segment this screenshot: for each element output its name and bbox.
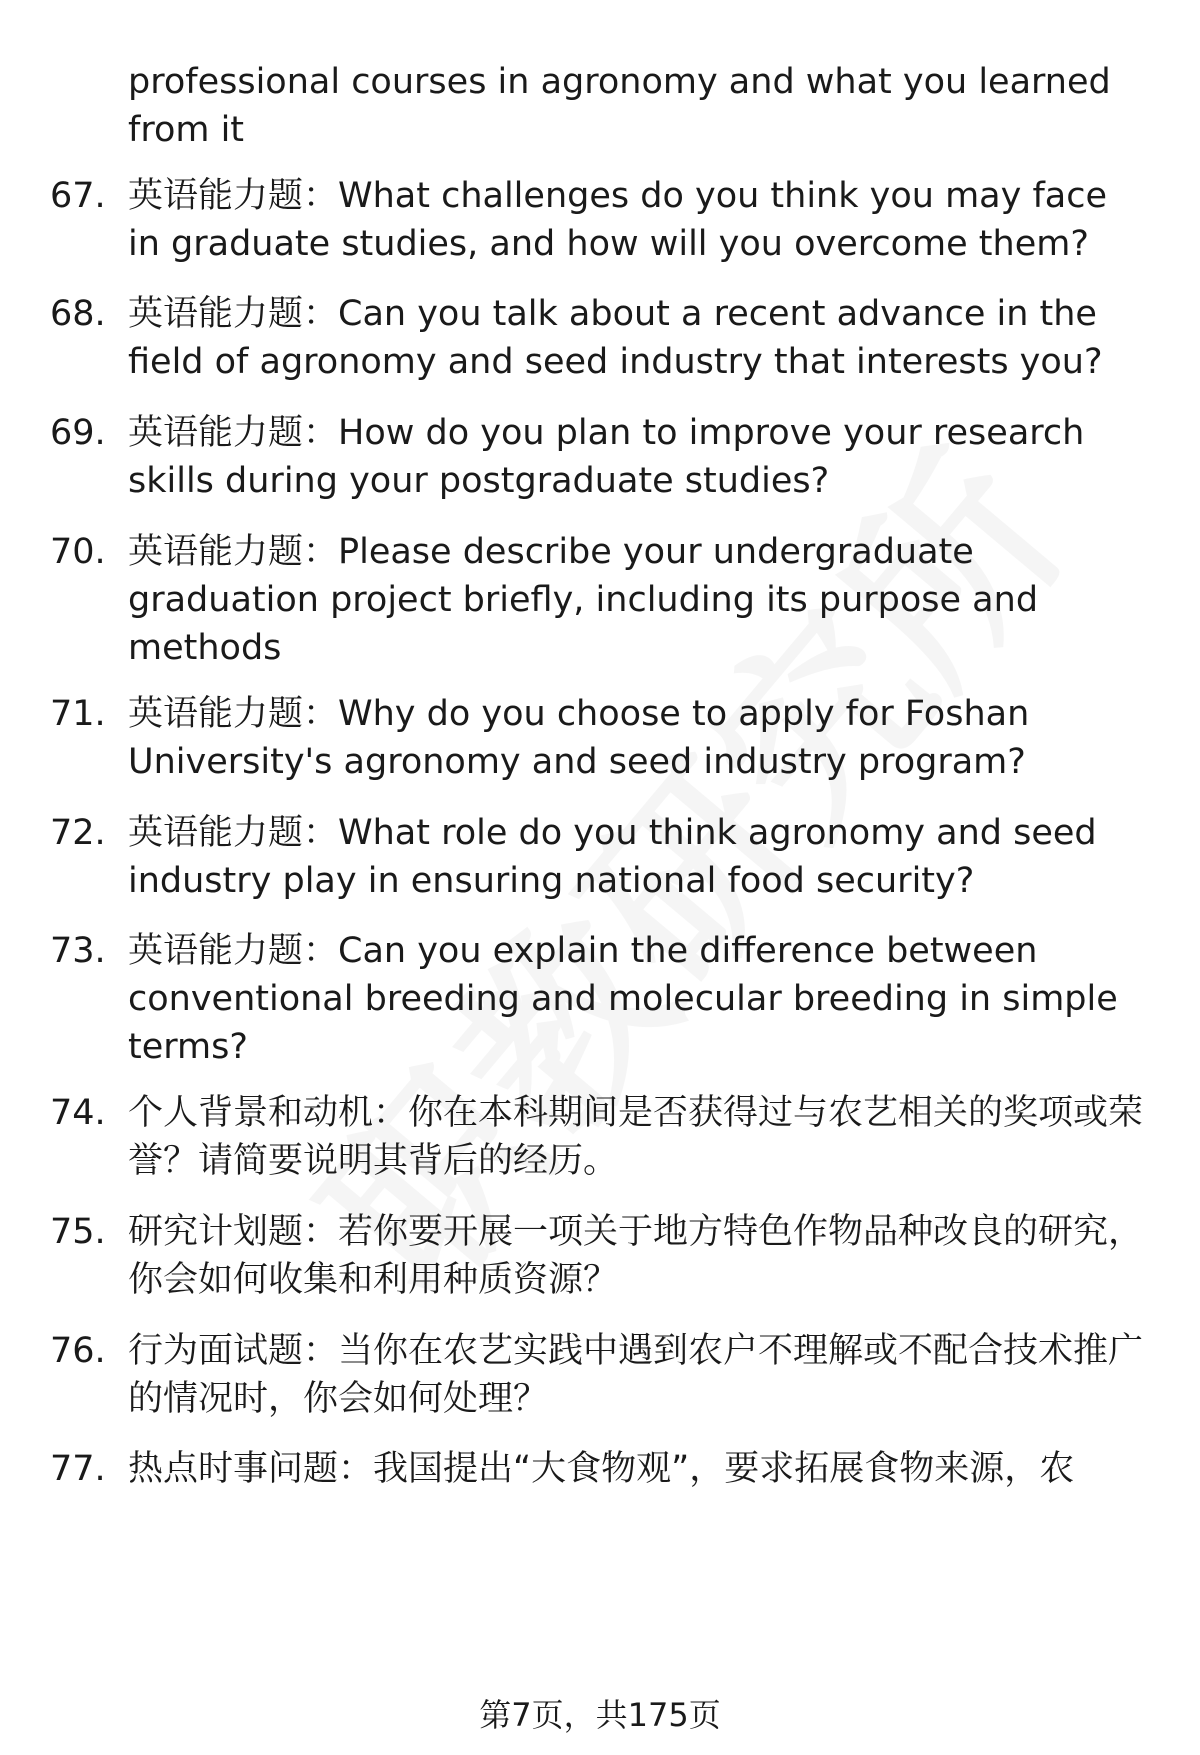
item-text: 英语能力题：Why do you choose to apply for Foshan University's agronomy and seed industry program? — [128, 694, 1030, 782]
item-text: 英语能力题：What role do you think agronomy and seed industry play in ensuring national food security? — [128, 813, 1097, 901]
item-number: 76. — [50, 1331, 106, 1371]
item-number: 67. — [50, 176, 106, 216]
item-number: 71. — [50, 694, 106, 734]
item-number: 68. — [50, 294, 106, 334]
item-text: 英语能力题：Please describe your undergraduate graduation project briefly, including its purpose and methods — [128, 532, 1039, 668]
item-text: 英语能力题：What challenges do you think you may face in graduate studies, and how will you overcome them? — [128, 176, 1107, 264]
page-footer: 第7页，共175页 — [479, 1696, 721, 1734]
item-number: 77. — [50, 1449, 106, 1489]
item-number: 69. — [50, 413, 106, 453]
item-text: 英语能力题：Can you explain the difference between conventional breeding and molecular breeding in simple terms? — [128, 931, 1118, 1067]
item-number: 73. — [50, 931, 106, 971]
item-text: 英语能力题：How do you plan to improve your research skills during your postgraduate studies? — [128, 413, 1085, 501]
item-number: 74. — [50, 1093, 106, 1133]
item-number: 72. — [50, 813, 106, 853]
item-text: 研究计划题：若你要开展一项关于地方特色作物品种改良的研究，你会如何收集和利用种质资源？ — [128, 1212, 1144, 1300]
item-number: 70. — [50, 532, 106, 572]
item-text: 英语能力题：Can you talk about a recent advance in the field of agronomy and seed industry that interests you? — [128, 294, 1103, 382]
item-text: 热点时事问题：我国提出“大食物观”，要求拓展食物来源，农 — [128, 1449, 1075, 1489]
item-number: 75. — [50, 1212, 106, 1252]
item-text: 个人背景和动机：你在本科期间是否获得过与农艺相关的奖项或荣誉？请简要说明其背后的经历。 — [128, 1093, 1144, 1181]
continued-question-text: professional courses in agronomy and what you learned from it — [128, 62, 1111, 150]
item-text: 行为面试题：当你在农艺实践中遇到农户不理解或不配合技术推广的情况时，你会如何处理？ — [128, 1331, 1144, 1419]
